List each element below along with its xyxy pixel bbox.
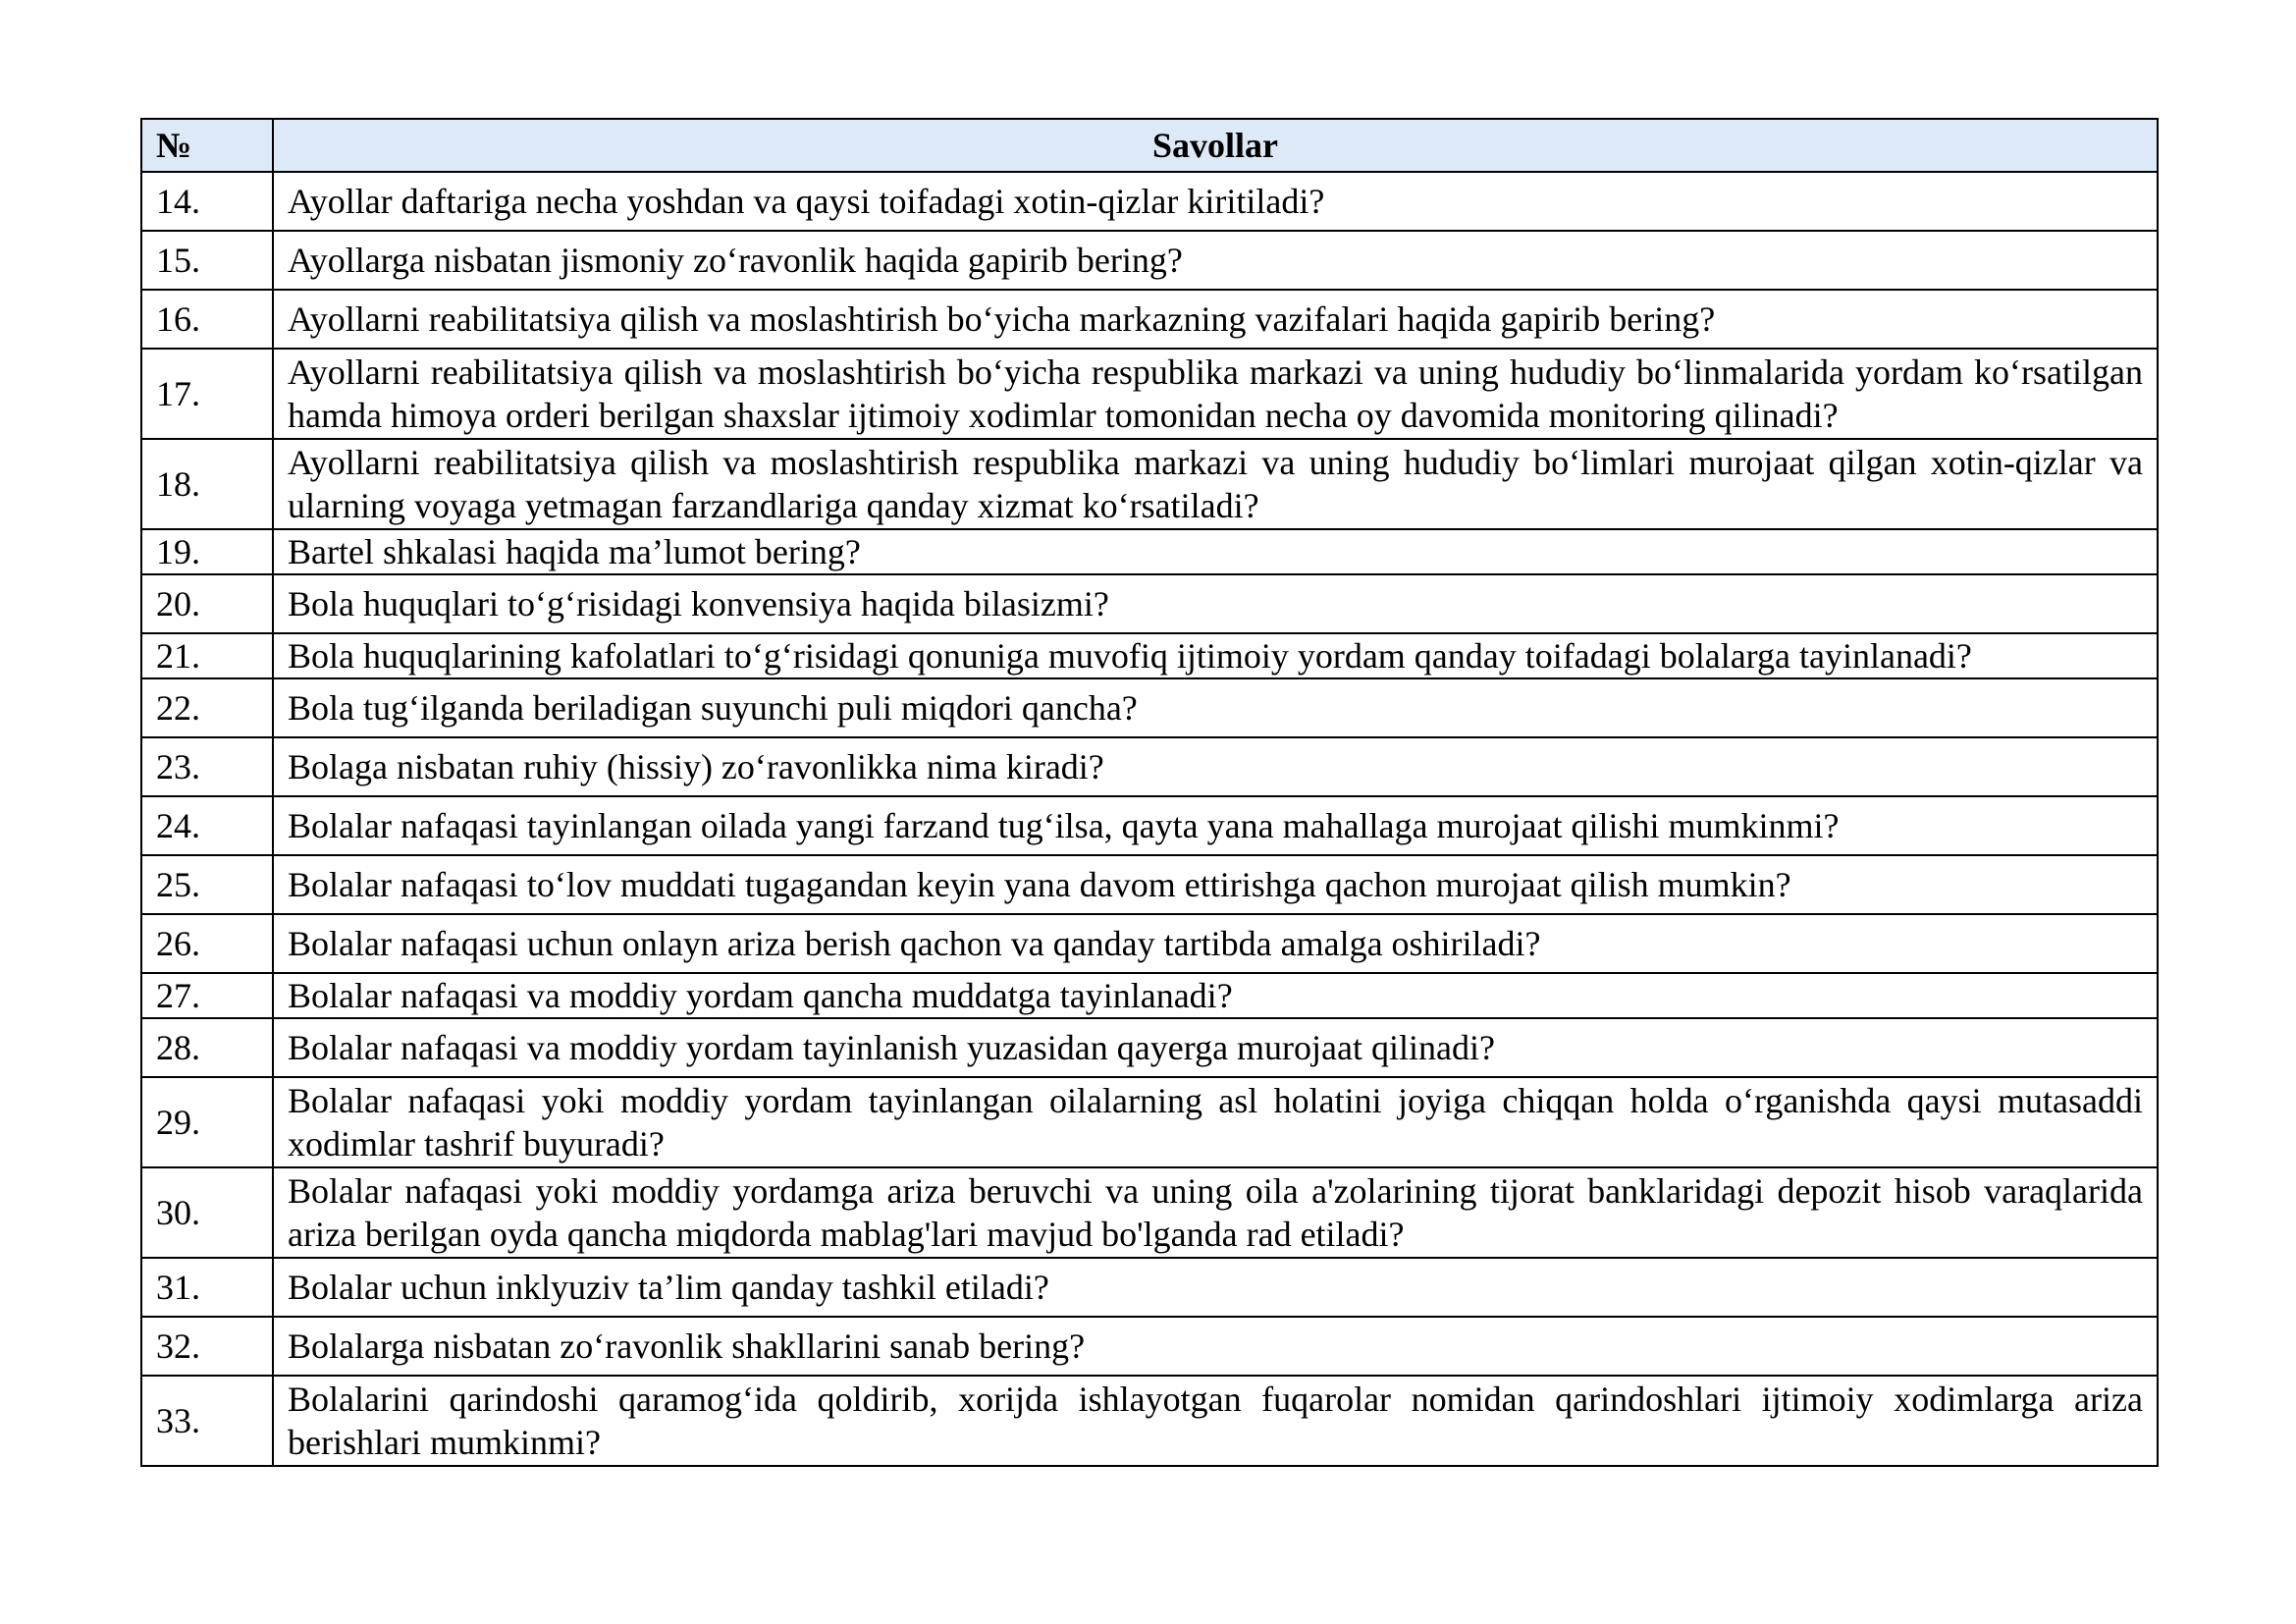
row-number: 25. [141,855,273,914]
row-number: 16. [141,290,273,349]
question-text: Bolalar nafaqasi to‘lov muddati tugagandan keyin yana davom ettirishga qachon murojaat qilish mumkin? [273,855,2158,914]
row-number: 29. [141,1077,273,1167]
table-row [141,914,2158,973]
question-text: Ayollarga nisbatan jismoniy zo‘ravonlik haqida gapirib bering? [273,231,2158,290]
table-row [141,529,2158,574]
row-number: 33. [141,1376,273,1466]
table-row [141,1317,2158,1376]
table-row [141,290,2158,349]
question-text: Bola huquqlari to‘g‘risidagi konvensiya haqida bilasizmi? [273,574,2158,633]
question-text: Bolalar nafaqasi uchun onlayn ariza berish qachon va qanday tartibda amalga oshiriladi? [273,914,2158,973]
question-text: Bolalar nafaqasi va moddiy yordam tayinlanish yuzasidan qayerga murojaat qilinadi? [273,1018,2158,1077]
row-number: 15. [141,231,273,290]
row-number: 21. [141,633,273,678]
table-row [141,633,2158,678]
table-row [141,973,2158,1018]
row-number: 27. [141,973,273,1018]
question-text: Ayollarni reabilitatsiya qilish va moslashtirish bo‘yicha markazning vazifalari haqida gapirib bering? [273,290,2158,349]
table-row [141,1376,2158,1466]
number-column-header: № [141,119,273,172]
question-text: Bola huquqlarining kafolatlari to‘g‘risidagi qonuniga muvofiq ijtimoiy yordam qanday toifadagi bolalarga tayinlanadi? [273,633,2158,678]
question-text: Bola tug‘ilganda beriladigan suyunchi puli miqdori qancha? [273,678,2158,737]
table-row [141,796,2158,855]
questions-table [140,118,2159,1467]
table-row [141,737,2158,796]
row-number: 20. [141,574,273,633]
row-number: 22. [141,678,273,737]
table-header-row [141,119,2158,172]
row-number: 24. [141,796,273,855]
question-text: Bartel shkalasi haqida ma’lumot bering? [273,529,2158,574]
table-row [141,678,2158,737]
question-text: Ayollarni reabilitatsiya qilish va moslashtirish bo‘yicha respublika markazi va uning hududiy bo‘linmalarida yordam ko‘rsatilgan hamda himoya orderi berilgan shaxslar ijtimoiy xodimlar tomonidan necha oy davomida monitoring qilinadi? [273,349,2158,439]
row-number: 23. [141,737,273,796]
table-row [141,1258,2158,1317]
row-number: 26. [141,914,273,973]
question-text: Bolalar nafaqasi tayinlangan oilada yangi farzand tug‘ilsa, qayta yana mahallaga murojaat qilishi mumkinmi? [273,796,2158,855]
table-row [141,349,2158,439]
question-text: Bolalarga nisbatan zo‘ravonlik shakllarini sanab bering? [273,1317,2158,1376]
questions-column-header: Savollar [273,119,2158,172]
question-text: Bolalarini qarindoshi qaramog‘ida qoldirib, xorijda ishlayotgan fuqarolar nomidan qarindoshlari ijtimoiy xodimlarga ariza berishlari mumkinmi? [273,1376,2158,1466]
question-text: Bolaga nisbatan ruhiy (hissiy) zo‘ravonlikka nima kiradi? [273,737,2158,796]
table-row [141,574,2158,633]
row-number: 14. [141,172,273,231]
table-row [141,172,2158,231]
table-row [141,1167,2158,1258]
table-row [141,1018,2158,1077]
question-text: Bolalar nafaqasi yoki moddiy yordamga ariza beruvchi va uning oila a'zolarining tijorat banklaridagi depozit hisob varaqlarida ariza berilgan oyda qancha miqdorda mablag'lari mavjud bo'lganda rad etiladi? [273,1167,2158,1258]
row-number: 18. [141,439,273,529]
row-number: 30. [141,1167,273,1258]
question-text: Bolalar uchun inklyuziv ta’lim qanday tashkil etiladi? [273,1258,2158,1317]
row-number: 17. [141,349,273,439]
row-number: 28. [141,1018,273,1077]
row-number: 31. [141,1258,273,1317]
question-text: Ayollarni reabilitatsiya qilish va moslashtirish respublika markazi va uning hududiy bo‘limlari murojaat qilgan xotin-qizlar va ularning voyaga yetmagan farzandlariga qanday xizmat ko‘rsatiladi? [273,439,2158,529]
table-row [141,1077,2158,1167]
table-row [141,439,2158,529]
row-number: 19. [141,529,273,574]
row-number: 32. [141,1317,273,1376]
question-text: Ayollar daftariga necha yoshdan va qaysi toifadagi xotin-qizlar kiritiladi? [273,172,2158,231]
question-text: Bolalar nafaqasi va moddiy yordam qancha muddatga tayinlanadi? [273,973,2158,1018]
table-row [141,231,2158,290]
table-row [141,855,2158,914]
question-text: Bolalar nafaqasi yoki moddiy yordam tayinlangan oilalarning asl holatini joyiga chiqqan holda o‘rganishda qaysi mutasaddi xodimlar tashrif buyuradi? [273,1077,2158,1167]
